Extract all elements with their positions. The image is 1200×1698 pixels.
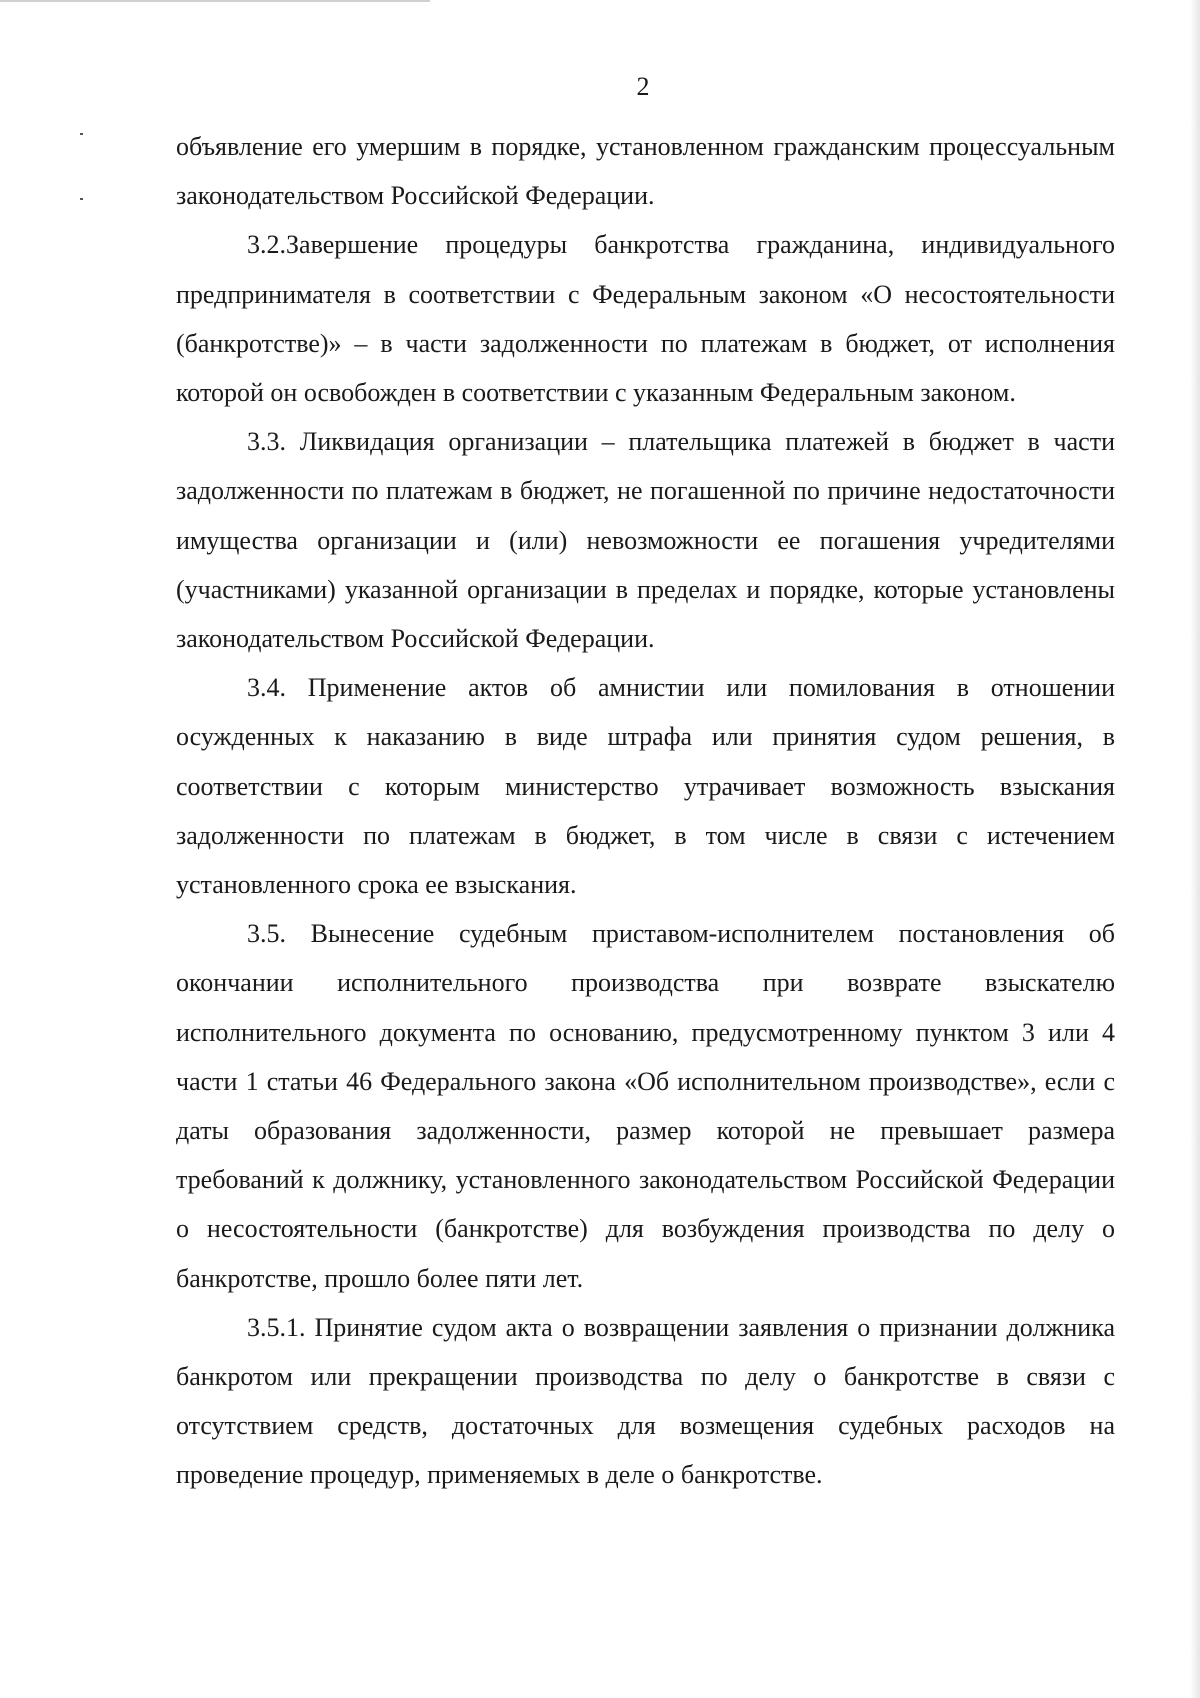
scan-right-edge [1190, 0, 1200, 1698]
paragraph-3-3: 3.3. Ликвидация организации – плательщика платежей в бюджет в части задолженности по платежам в бюджет, не погашенной по причине недостаточности имущества организации и (или) невозможности ее погашения учредителями (участниками) указанной организации в пределах и порядке, которые установлены законодательством Российской Федерации. [176, 427, 1115, 654]
paragraph-continuation: объявление его умершим в порядке, установленном гражданским процессуальным законодательством Российской Федерации. [176, 132, 1115, 211]
paragraph-3-2: 3.2.Завершение процедуры банкротства гражданина, индивидуального предпринимателя в соответствии с Федеральным законом «О несостоятельности (банкротстве)» – в части задолженности по платежам в бюджет, от исполнения которой он освобожден в соответствии с указанным Федеральным законом. [176, 230, 1115, 408]
paragraph-3-5-1: 3.5.1. Принятие судом акта о возвращении заявления о признании должника банкротом или прекращении производства по делу о банкротстве в связи с отсутствием средств, достаточных для возмещения судебных расходов на проведение процедур, применяемых в деле о банкротстве. [176, 1312, 1115, 1490]
scan-top-edge [0, 0, 430, 2]
margin-dot [80, 133, 83, 135]
margin-dot [80, 198, 83, 200]
page-number: 2 [636, 72, 650, 101]
document-body [176, 122, 1115, 1500]
paragraph-3-5: 3.5. Вынесение судебным приставом-исполнителем постановления об окончании исполнительного производства при возврате взыскателю исполнительного документа по основанию, предусмотренному пунктом 3 или 4 части 1 статьи 46 Федерального закона «Об исполнительном производстве», если с даты образования задолженности, размер которой не превышает размера требований к должнику, установленного законодательством Российской Федерации о несостоятельности (банкротстве) для возбуждения производства по делу о банкротстве, прошло более пяти лет. [176, 919, 1115, 1293]
paragraph-3-4: 3.4. Применение актов об амнистии или помилования в отношении осужденных к наказанию в виде штрафа или принятия судом решения, в соответствии с которым министерство утрачивает возможность взыскания задолженности по платежам в бюджет, в том числе в связи с истечением установленного срока ее взыскания. [176, 673, 1115, 900]
